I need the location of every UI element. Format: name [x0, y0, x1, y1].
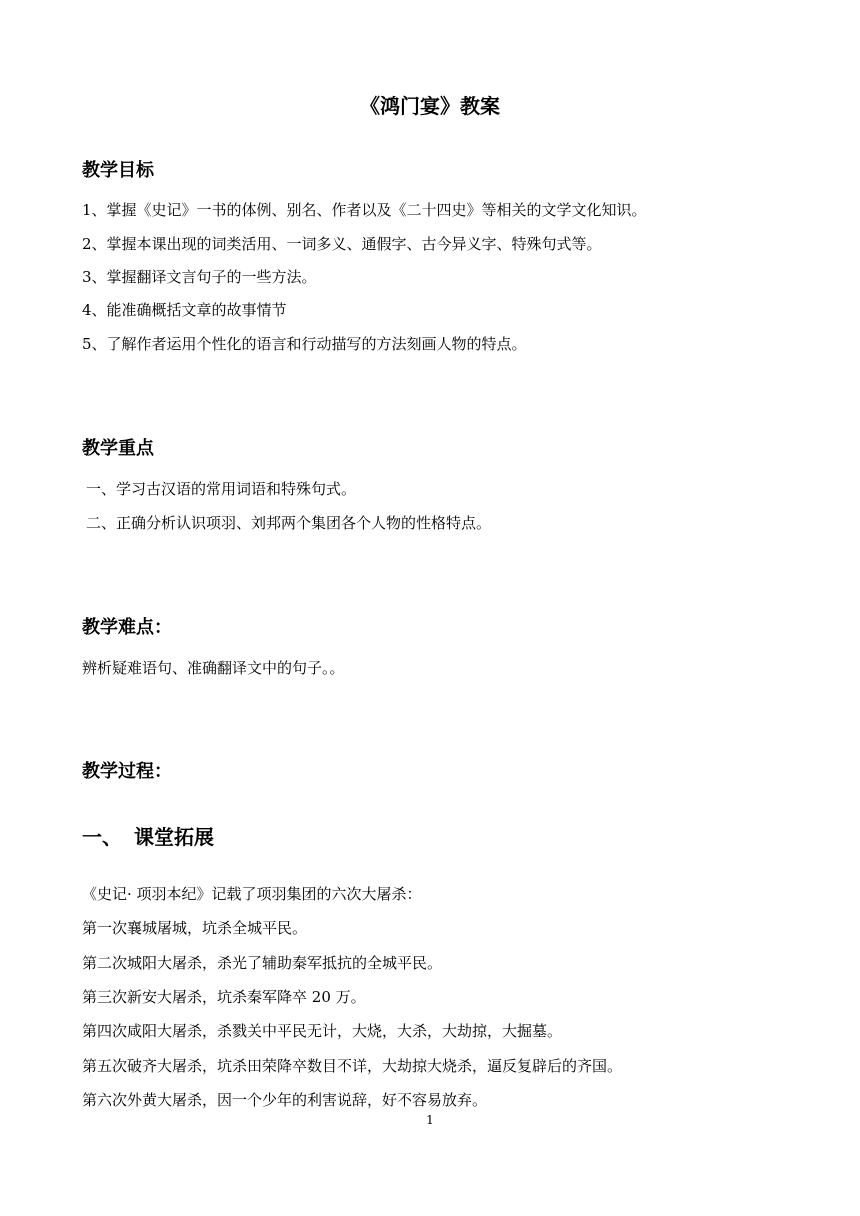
- section-number: 一、: [82, 825, 122, 849]
- process-paragraph: 第四次咸阳大屠杀，杀戮关中平民无计，大烧，大杀，大劫掠，大掘墓。: [82, 1022, 563, 1040]
- process-paragraph: 《史记· 项羽本纪》记载了项羽集团的六次大屠杀：: [82, 885, 422, 903]
- process-paragraph: 第五次破齐大屠杀，坑杀田荣降卒数目不详，大劫掠大烧杀，逼反复辟后的齐国。: [82, 1057, 623, 1075]
- objective-item: 1、掌握《史记》一书的体例、别名、作者以及《二十四史》等相关的文学文化知识。: [82, 201, 647, 219]
- difficulties-text: 辨析疑难语句、准确翻译文中的句子。。: [82, 659, 345, 677]
- page-number: 1: [426, 1113, 434, 1127]
- difficulties-heading: 教学难点：: [82, 617, 172, 638]
- objective-item: 2、掌握本课出现的词类活用、一词多义、通假字、古今异义字、特殊句式等。: [82, 235, 602, 253]
- objectives-heading: 教学目标: [82, 160, 154, 181]
- objective-item: 4、能准确概括文章的故事情节: [82, 301, 287, 319]
- objective-item: 5、了解作者运用个性化的语言和行动描写的方法刻画人物的特点。: [82, 335, 527, 353]
- objective-item: 3、掌握翻译文言句子的一些方法。: [82, 268, 317, 286]
- key-point-item: 一、学习古汉语的常用词语和特殊句式。: [86, 480, 357, 498]
- section-heading: [82, 825, 214, 849]
- key-points-heading: 教学重点: [82, 438, 154, 459]
- process-paragraph: 第一次襄城屠城，坑杀全城平民。: [82, 919, 308, 937]
- document-title: 《鸿门宴》教案: [360, 94, 500, 118]
- key-point-item: 二、正确分析认识项羽、刘邦两个集团各个人物的性格特点。: [86, 514, 492, 532]
- process-heading: 教学过程：: [82, 761, 172, 782]
- process-paragraph: 第三次新安大屠杀，坑杀秦军降卒 20 万。: [82, 988, 366, 1006]
- process-paragraph: 第二次城阳大屠杀，杀光了辅助秦军抵抗的全城平民。: [82, 954, 443, 972]
- section-title: 课堂拓展: [134, 825, 214, 849]
- process-paragraph: 第六次外黄大屠杀，因一个少年的利害说辞，好不容易放弃。: [82, 1091, 488, 1109]
